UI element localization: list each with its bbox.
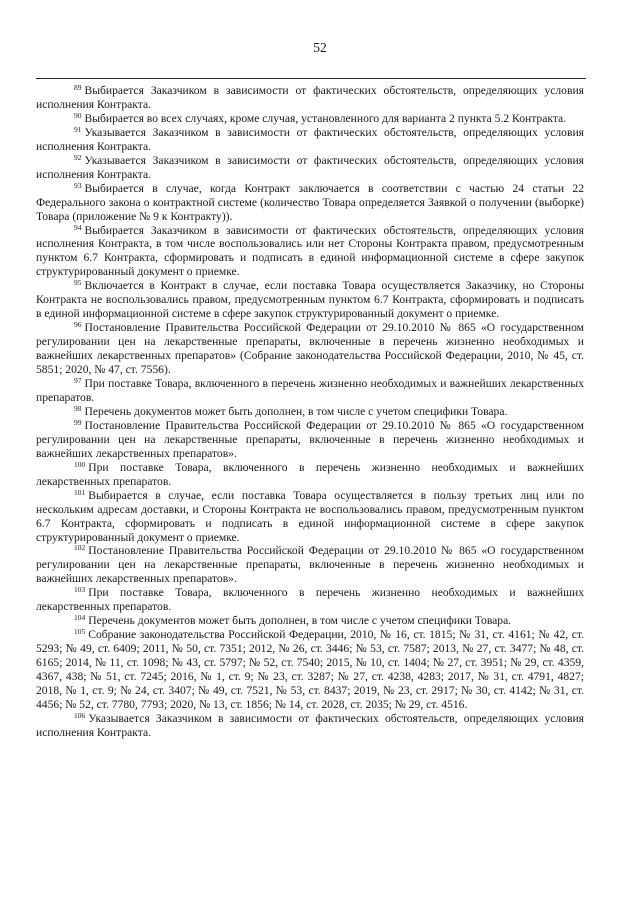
footnote — [36, 84, 584, 112]
footnote — [36, 224, 584, 280]
footnote-number: 98 — [74, 403, 82, 413]
footnote-number: 99 — [74, 417, 82, 427]
footnote — [36, 321, 584, 377]
footnote-number: 106 — [74, 710, 86, 720]
footnote-text: Выбирается Заказчиком в зависимости от фактических обстоятельств, определяющих условия исполнения Контракта, в том числе воспользовались или нет Стороны Контракта правом, предусмотренным пунктом 6.7 Контракта, сформировать и подписать в единой информационной системе в сфере закупок структурированный документ о приемке. — [36, 223, 584, 279]
footnote-text: Собрание законодательства Российской Федерации, 2010, № 16, ст. 1815; № 31, ст. 4161; № 42, ст. 5293; № 49, ст. 6409; 2011, № 50, ст. 7351; 2012, № 26, ст. 3446; № 53, ст. 7587; 2013, № 27, ст. 3477; № 48, ст. 6165; 2014, № 11, ст. 1098; № 43, ст. 5797; № 52, ст. 7540; 2015, № 10, ст. 1404; № 27, ст. 3951; № 29, ст. 4359, 4367, 438; № 51, ст. 7245; 2016, № 1, ст. 9; № 23, ст. 3287; № 27, ст. 4238, 4283; 2017, № 31, ст. 4791, 4827; 2018, № 1, ст. 9; № 24, ст. 3407; № 49, ст. 7521, № 53, ст. 8437; 2019, № 23, ст. 2917; № 30, ст. 4142; № 31, ст. 4456; № 52, ст. 7780, 7793; 2020, № 13, ст. 1856; № 14, ст. 2028, ст. 2035; № 29, ст. 4516. — [36, 628, 584, 711]
footnote-text: Постановление Правительства Российской Федерации от 29.10.2010 № 865 «О государственном регулировании цен на лекарственные препараты, включенные в перечень жизненно необходимых и важнейших лекарственных препаратов». — [36, 418, 584, 460]
footnote — [36, 544, 584, 586]
footnote-number: 101 — [74, 487, 86, 497]
footnote-number: 92 — [74, 152, 82, 162]
footnote — [36, 112, 584, 126]
footnote-text: Выбирается Заказчиком в зависимости от фактических обстоятельств, определяющих условия исполнения Контракта. — [36, 84, 584, 111]
footnote-text: При поставке Товара, включенного в перечень жизненно необходимых и важнейших лекарственных препаратов. — [36, 586, 584, 614]
footnote-text: Выбирается в случае, когда Контракт заключается в соответствии с частью 24 статьи 22 Федерального закона о контрактной системе (количество Товара определяется Заявкой о получении (выборке) Товара (приложение № 9 к Контракту)). — [36, 181, 584, 223]
footnote-number: 93 — [74, 180, 82, 190]
footnote-text: Перечень документов может быть дополнен, в том числе с учетом специфики Товара. — [84, 404, 508, 418]
footnote — [36, 419, 584, 461]
footnote-number: 105 — [74, 627, 86, 637]
footnote-text: При поставке Товара, включенного в перечень жизненно необходимых и важнейших лекарственных препаратов. — [36, 460, 584, 488]
footnote — [36, 628, 584, 712]
footnote — [36, 182, 584, 224]
footnote-text: Перечень документов может быть дополнен, в том числе с учетом специфики Товара. — [88, 614, 512, 628]
footnote-number: 95 — [74, 278, 82, 288]
footnote-text: Указывается Заказчиком в зависимости от фактических обстоятельств, определяющих условия исполнения Контракта. — [36, 153, 584, 181]
footnote-text: При поставке Товара, включенного в перечень жизненно необходимых и важнейших лекарственных препаратов. — [36, 377, 584, 404]
footnote-text: Постановление Правительства Российской Федерации от 29.10.2010 № 865 «О государственном регулировании цен на лекарственные препараты, включенные в перечень жизненно необходимых и важнейших лекарственных препаратов». — [36, 544, 584, 586]
footnote-number: 104 — [74, 613, 86, 623]
footnote-number: 89 — [74, 83, 82, 92]
footnote-number: 103 — [74, 585, 86, 595]
footnote — [36, 279, 584, 321]
footnote-text: Включается в Контракт в случае, если поставка Товара осуществляется Заказчику, но Стороны Контракта не воспользовались правом, предусмотренным пунктом 6.7 Контракта, сформировать и подписать в единой информационной системе в сфере закупок структурированный документ о приемке. — [36, 279, 584, 321]
footnote — [36, 489, 584, 545]
footnote — [36, 405, 584, 419]
footnote-number: 97 — [74, 376, 82, 386]
footnote-number: 91 — [74, 124, 82, 134]
footnote-number: 100 — [74, 459, 86, 469]
footnote-number: 94 — [74, 222, 82, 232]
footnote-text: Указывается Заказчиком в зависимости от фактических обстоятельств, определяющих условия исполнения Контракта. — [36, 125, 584, 153]
footnote — [36, 614, 584, 628]
footnote — [36, 154, 584, 182]
footnote — [36, 461, 584, 489]
footnote-number: 102 — [74, 543, 86, 553]
footnotes-list — [36, 84, 584, 740]
footnote — [36, 712, 584, 740]
footnote-number: 90 — [74, 110, 82, 120]
footnote-number: 96 — [74, 320, 82, 330]
footnote — [36, 377, 584, 405]
footnote-text: Указывается Заказчиком в зависимости от фактических обстоятельств, определяющих условия исполнения Контракта. — [36, 711, 584, 739]
footnote-text: Постановление Правительства Российской Федерации от 29.10.2010 № 865 «О государственном регулировании цен на лекарственные препараты, включенные в перечень жизненно необходимых и важнейших лекарственных препаратов» (Собрание законодательства Российской Федерации, 2010, № 45, ст. 5851; 2020, № 47, ст. 7556). — [36, 321, 584, 377]
footnote-separator — [36, 78, 586, 79]
footnote — [36, 586, 584, 614]
footnote — [36, 126, 584, 154]
page-number: 52 — [313, 40, 327, 55]
footnote-text: Выбирается во всех случаях, кроме случая, установленного для варианта 2 пункта 5.2 Контракта. — [84, 111, 567, 125]
footnote-text: Выбирается в случае, если поставка Товара осуществляется в пользу третьих лиц или по нескольким адресам доставки, и Стороны Контракта не воспользовались правом, предусмотренным пунктом 6.7 Контракта, сформировать и подписать в единой информационной системе в сфере закупок структурированный документ о приемке. — [36, 488, 584, 544]
